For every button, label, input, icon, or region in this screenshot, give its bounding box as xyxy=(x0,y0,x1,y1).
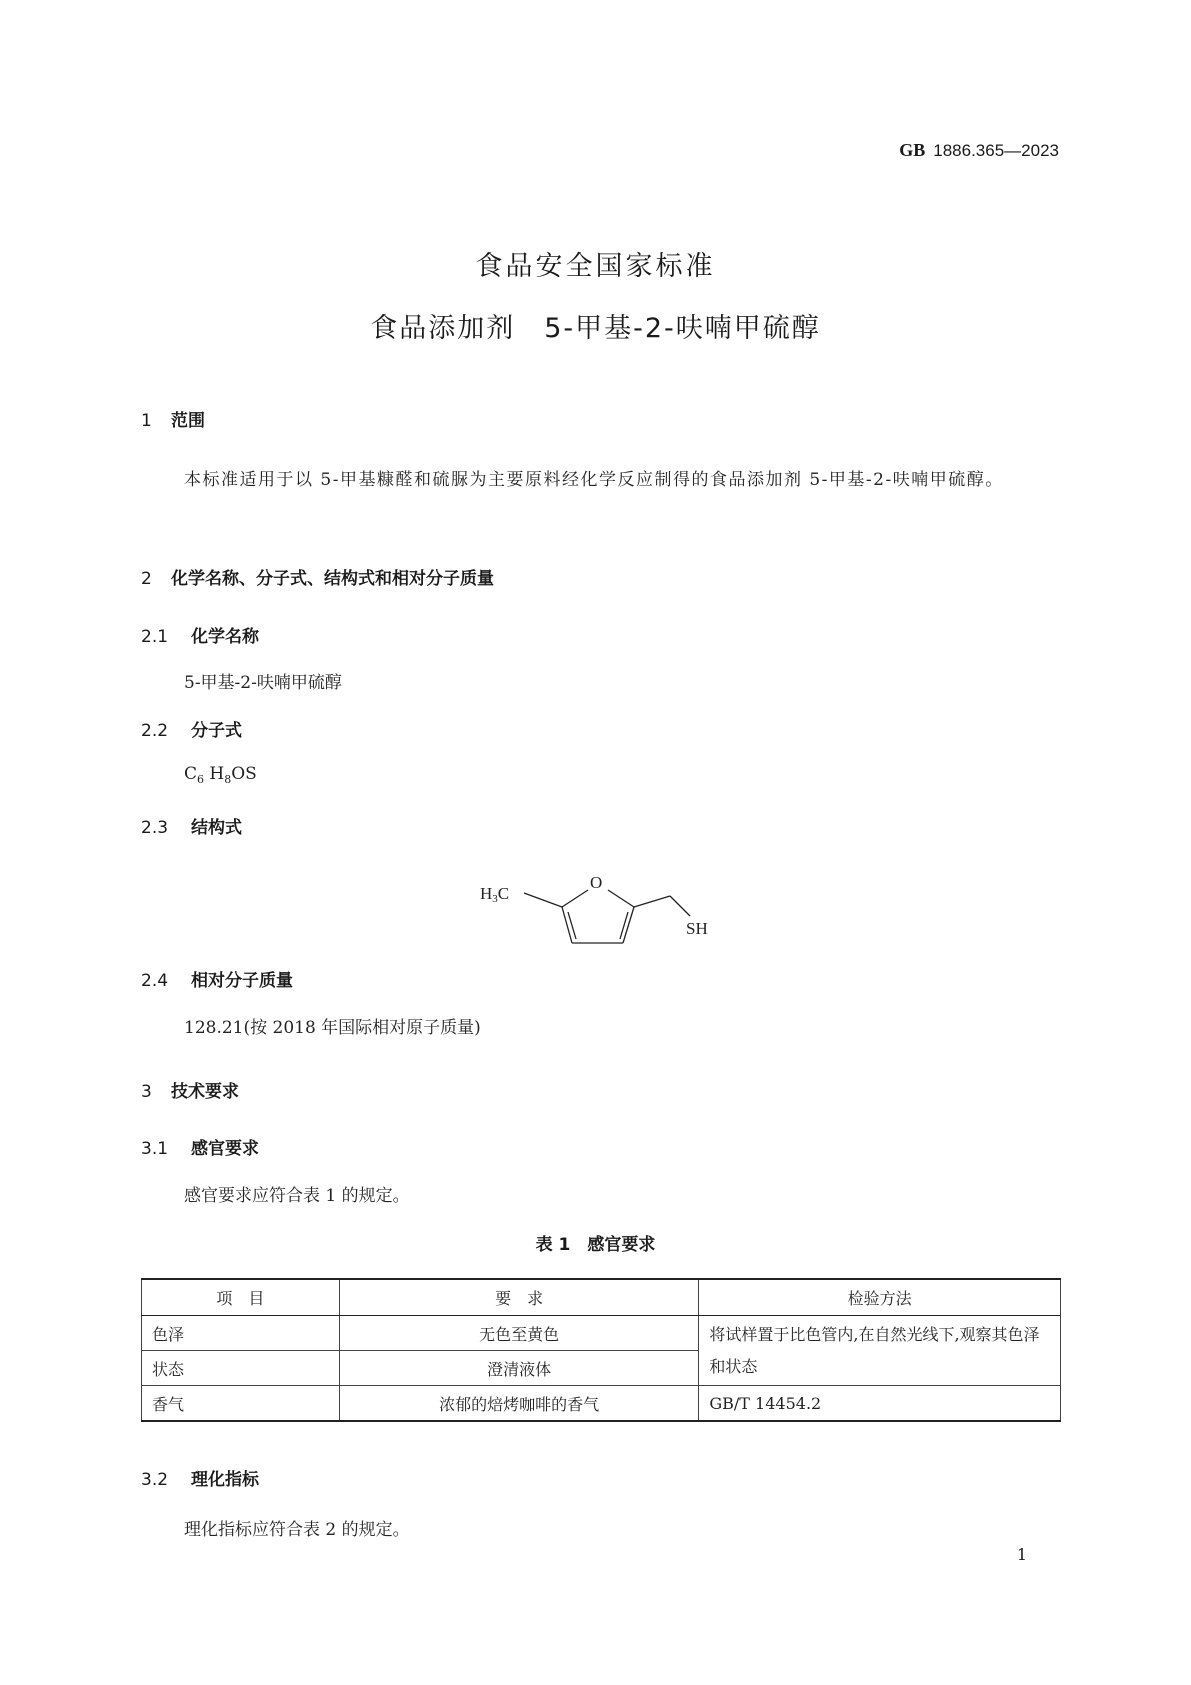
section-heading-2-2: 2.2 分子式 xyxy=(141,721,242,741)
molecular-mass: 128.21(按 2018 年国际相对原子质量) xyxy=(184,1018,481,1038)
table-row xyxy=(142,1316,1061,1351)
physicochemical-text: 理化指标应符合表 2 的规定。 xyxy=(184,1520,410,1540)
section-heading-2-4: 2.4 相对分子质量 xyxy=(141,971,293,991)
item-cell: 状态 xyxy=(142,1351,340,1386)
requirement-cell: 无色至黄色 xyxy=(339,1316,699,1351)
chemical-name: 5-甲基-2-呋喃甲硫醇 xyxy=(184,673,342,693)
section-heading-2: 2 化学名称、分子式、结构式和相对分子质量 xyxy=(141,569,494,589)
section-heading-2-3: 2.3 结构式 xyxy=(141,818,242,838)
standard-number: 1886.365—2023 xyxy=(933,141,1059,160)
methyl-group-label: H3C xyxy=(480,884,510,905)
column-header-item: 项 目 xyxy=(142,1279,340,1316)
molecular-formula: $C_6$ $H_8OS$ xyxy=(184,764,257,786)
column-header-requirement: 要 求 xyxy=(339,1279,699,1316)
table-1-caption: 表 1 感官要求 xyxy=(535,1235,656,1255)
sensory-requirements-table xyxy=(141,1278,1061,1422)
method-cell: GB/T 14454.2 xyxy=(699,1386,1061,1422)
column-header-method: 检验方法 xyxy=(699,1279,1061,1316)
standard-code xyxy=(899,140,1059,161)
item-cell: 色泽 xyxy=(142,1316,340,1351)
section-heading-3-1: 3.1 感官要求 xyxy=(141,1139,259,1159)
page-number: 1 xyxy=(1016,1545,1027,1564)
requirement-cell: 浓郁的焙烤咖啡的香气 xyxy=(339,1386,699,1422)
section-heading-1: 1 范围 xyxy=(141,411,205,431)
requirement-cell: 澄清液体 xyxy=(339,1351,699,1386)
method-cell-merged: 将试样置于比色管内,在自然光线下,观察其色泽和状态 xyxy=(699,1316,1061,1386)
document-subtitle: 食品添加剂 5-甲基-2-呋喃甲硫醇 xyxy=(370,313,821,344)
sensory-requirements-text: 感官要求应符合表 1 的规定。 xyxy=(184,1186,410,1206)
scope-paragraph: 本标准适用于以 5-甲基糠醛和硫脲为主要原料经化学反应制得的食品添加剂 5-甲基-2-呋喃甲硫醇。 xyxy=(184,470,1004,490)
section-heading-2-1: 2.1 化学名称 xyxy=(141,627,259,647)
section-heading-3: 3 技术要求 xyxy=(141,1082,239,1102)
item-cell: 香气 xyxy=(142,1386,340,1422)
table-header-row xyxy=(142,1279,1061,1316)
section-heading-3-2: 3.2 理化指标 xyxy=(141,1470,259,1490)
table-row xyxy=(142,1386,1061,1422)
standard-prefix: GB xyxy=(899,140,926,160)
structural-formula-diagram xyxy=(480,860,720,950)
document-title: 食品安全国家标准 xyxy=(475,251,716,282)
thiol-group-label: SH xyxy=(686,919,708,938)
ring-oxygen-label: O xyxy=(590,873,603,892)
